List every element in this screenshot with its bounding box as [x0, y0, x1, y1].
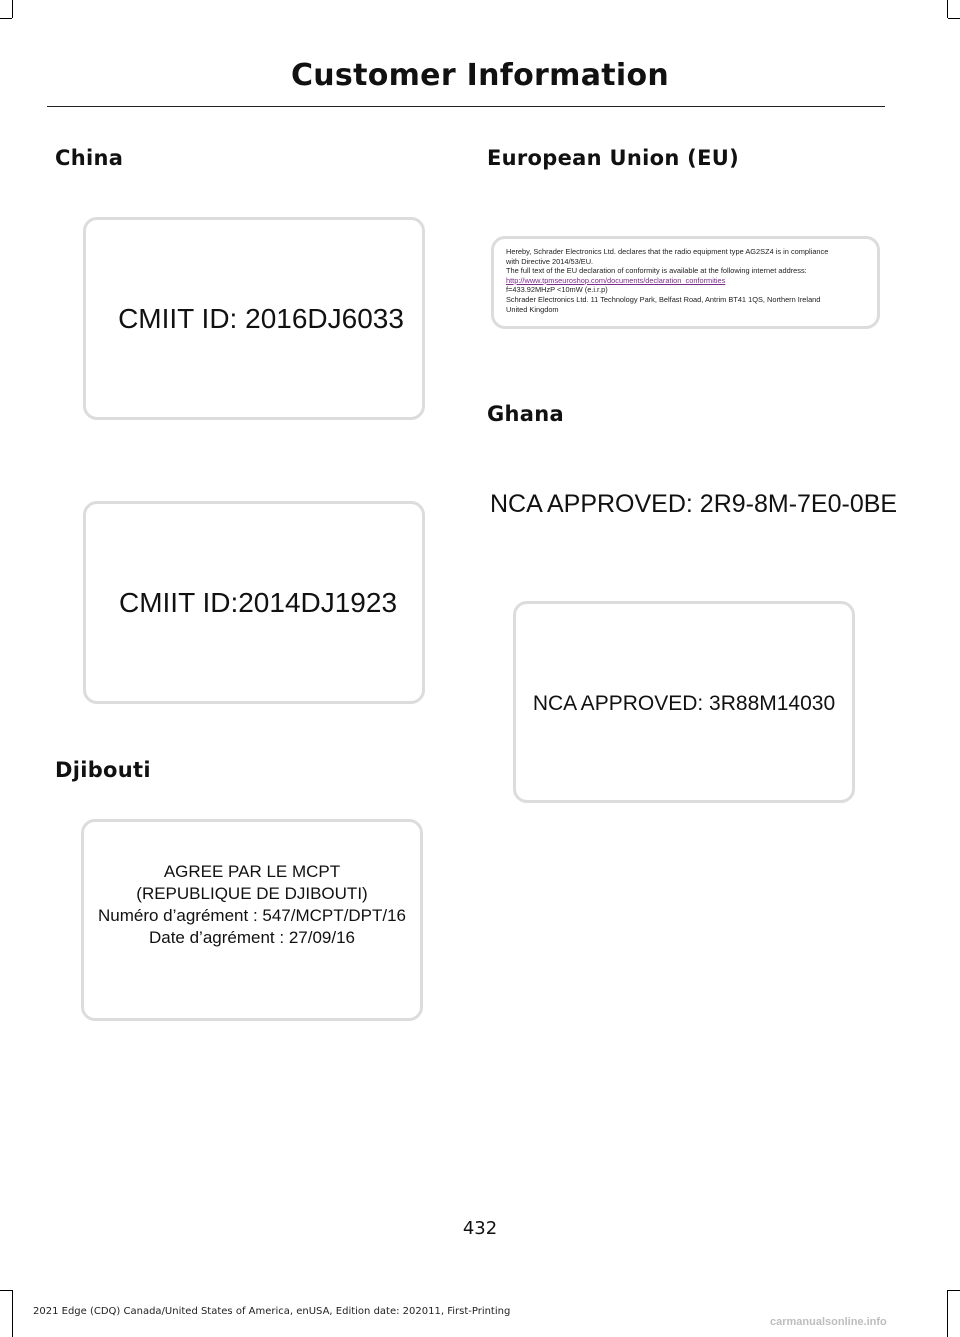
china-label-1-text: CMIIT ID: 2016DJ6033 [118, 302, 404, 334]
crop-mark-bottom-right-v [947, 1290, 948, 1337]
eu-declaration-label [491, 236, 880, 329]
djibouti-label-text [98, 861, 406, 949]
djibouti-line: AGREE PAR LE MCPT [163, 862, 341, 881]
section-heading-china: China [55, 146, 124, 170]
eu-line: f=433.92MHzP <10mW (e.i.r.p) [506, 285, 608, 295]
ghana-label-2-box [513, 601, 855, 803]
crop-mark-bottom-left-h [0, 1290, 12, 1291]
eu-line: United Kingdom [506, 304, 559, 314]
crop-mark-top-right-h [948, 18, 960, 19]
crop-mark-top-left-h [0, 18, 12, 19]
edition-footer: 2021 Edge (CDQ) Canada/United States of America, enUSA, Edition date: 202011, First-Printing [33, 1306, 511, 1317]
djibouti-line: (REPUBLIQUE DE DJIBOUTI) [136, 884, 368, 903]
section-heading-djibouti: Djibouti [55, 758, 151, 782]
eu-declaration-link[interactable]: http://www.tpmseuroshop.com/documents/declaration_conformities [506, 275, 726, 285]
eu-line: Schrader Electronics Ltd. 11 Technology Park, Belfast Road, Antrim BT41 1QS, Northern Ireland [506, 294, 821, 304]
crop-mark-top-right-v [947, 0, 948, 18]
eu-line: Hereby, Schrader Electronics Ltd. declares that the radio equipment type AG2SZ4 is in compliance [506, 247, 829, 256]
section-heading-ghana: Ghana [487, 402, 564, 426]
crop-mark-top-left-v [12, 0, 13, 18]
eu-line: with Directive 2014/53/EU. [506, 256, 594, 266]
watermark: carmanualsonline.info [770, 1316, 887, 1328]
ghana-label-2-text: NCA APPROVED: 3R88M14030 [532, 692, 836, 715]
djibouti-line: Numéro d’agrément : 547/MCPT/DPT/16 [97, 906, 406, 925]
section-heading-eu: European Union (EU) [487, 146, 739, 170]
djibouti-label [81, 819, 423, 1021]
page-title: Customer Information [290, 58, 670, 93]
eu-line: The full text of the EU declaration of conformity is available at the following internet address: [506, 266, 807, 276]
crop-mark-bottom-right-h [948, 1290, 960, 1291]
header-divider [47, 106, 885, 107]
ghana-label-1: NCA APPROVED: 2R9-8M-7E0-0BE [490, 490, 898, 518]
china-label-2 [83, 501, 425, 704]
djibouti-line: Date d’agrément : 27/09/16 [148, 928, 355, 947]
china-label-2-text: CMIIT ID:2014DJ1923 [118, 586, 398, 618]
page-number: 432 [462, 1218, 498, 1239]
crop-mark-bottom-left-v [12, 1290, 13, 1337]
china-label-1 [83, 217, 425, 420]
